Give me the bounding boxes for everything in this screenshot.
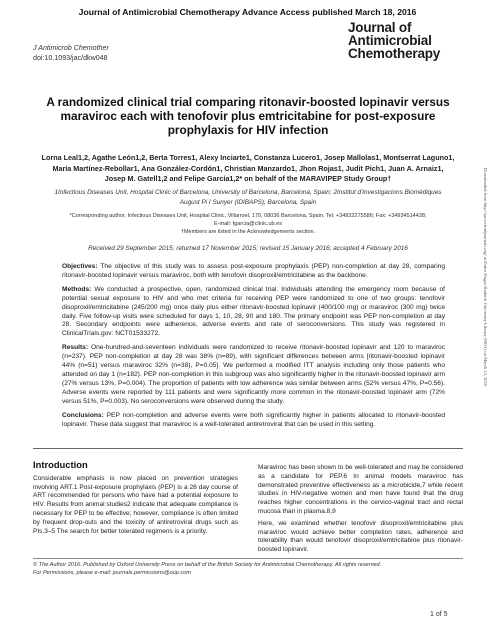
- right-paragraph-1: Maraviroc has been shown to be well-tolerated and may be considered as a candidate for PEP.6 In animal models maraviroc has demonstrated preventive effectiveness as a microbicide,7 while recent studies in HIV-negative women and men have found that the drug reaches higher concentrations in the cervico-vaginal tract and rectal mucosa than in plasma.8,9: [258, 464, 463, 515]
- correspondence-block: [28, 212, 468, 236]
- intro-paragraph-1: Considerable emphasis is now placed on prevention strategies involving ART.1 Post-exposure prophylaxis (PEP) is a 28 day course of ART recommended for persons who have had a potential exposure to HIV. Results from animal studies2 indicate that adequate compliance is necessary for PEP to be effective; however, compliance is often limited by frequent drop-outs and the toxicity of antiretroviral drugs such as PIs.3–5 The search for better tolerated regimens is a priority.: [33, 474, 238, 535]
- results-text: One-hundred-and-seventeen individuals were randomized to receive ritonavir-boosted lopinavir and 120 to maraviroc (n=237). PEP non-completion at day 28 was 38% (n=89), with significant differences between arms [ritonavir-boosted lopinavir 44% (n=51) versus maraviroc 32% (n=38), P=0.05]. We performed a modified ITT analysis including only those patients who attended on day 1 (n=182). PEP non-completion in this subgroup was also significantly higher in the ritonavir-boosted lopinavir arm (27% versus 13%, P=0.004). The proportion of patients with low adherence was similar between arms (52% versus 47%, P=0.56). Adverse events were reported by 111 patients and were significantly more common in the ritonavir-boosted lopinavir arm (72% versus 51%, P=0.003). No seroconversions were observed during the study.: [62, 344, 445, 405]
- methods-text: We conducted a prospective, open, randomized clinical trial. Individuals attending the emergency room because of potential sexual exposure to HIV and who met criteria for receiving PEP were randomized to one of two groups: tenofovir disoproxil/emtricitabine (245/200 mg) once daily plus either ritonavir-boosted lopinavir (400/100 mg) or maraviroc (300 mg) twice daily. Five follow-up visits were scheduled for days 1, 10, 28, 90 and 180. The primary endpoint was PEP non-completion at day 28. Secondary endpoints were adherence, adverse events and rate of seroconversions. This study was registered in ClinicalTrials.gov: NCT01533272.: [62, 285, 445, 338]
- footer-divider: [33, 558, 463, 559]
- article-title: A randomized clinical trial comparing ritonavir-boosted lopinavir versus maraviroc each with tenofovir plus emtricitabine for post-exposure prophylaxis for HIV infection: [46, 95, 450, 137]
- abstract: [62, 263, 445, 434]
- authors-line-1: Lorna Leal1,2, Agathe León1,2, Berta Torres1, Alexy Inciarte1, Constanza Lucero1, Josep Mallolas1, Montserrat Laguno1,: [41, 153, 455, 162]
- journal-reference: [33, 43, 109, 63]
- download-watermark: [478, 168, 490, 418]
- body-right-column: [258, 464, 463, 558]
- authors-line-3: Josep M. Gatell1,2 and Felipe García1,2* on behalf of the MARAVIPEP Study Group†: [104, 174, 392, 183]
- author-list: [28, 153, 468, 185]
- page-number: 1 of 5: [430, 611, 448, 618]
- right-paragraph-2: Here, we examined whether tenofovir disoproxil/emtricitabine plus maraviroc would achieve better completion rates, adherence and tolerability than would tenofovir disoproxil/emtricitabine plus ritonavir-boosted lopinavir.: [258, 519, 463, 554]
- affiliations: [28, 188, 468, 207]
- advance-access-banner: Journal of Antimicrobial Chemotherapy Advance Access published March 18, 2016: [78, 7, 417, 17]
- copyright-footer: [33, 561, 463, 577]
- download-watermark-text: Downloaded from http://jac.oxfordjournals.org/ at Dulce Dugas Hadnoft University Library (0031) on March 23, 2016: [483, 168, 488, 387]
- results-label: Results:: [62, 344, 89, 352]
- logo-line-1: Journal of: [348, 20, 412, 35]
- abstract-methods: [62, 286, 445, 339]
- journal-logo: [348, 21, 440, 60]
- logo-line-3: Chemotherapy: [348, 46, 441, 61]
- correspondence-email[interactable]: E-mail: fgarcia@clinic.ub.es: [214, 221, 282, 227]
- authors-line-2: María Martínez-Rebollar1, Ana González-Cordón1, Christian Manzardo1, Jhon Rojas1, Judit Pich1, Juan A. Arnaiz1,: [52, 163, 444, 173]
- objectives-label: Objectives:: [62, 263, 98, 270]
- permissions-text: For Permissions, please e-mail: journals.permissions@oup.com: [33, 570, 192, 576]
- abstract-results: [62, 344, 445, 406]
- logo-line-2: Antimicrobial: [348, 33, 432, 48]
- conclusions-text: PEP non-completion and adverse events were both significantly higher in patients allocated to ritonavir-boosted lopinavir. These data suggest that maraviroc is a well-tolerated antiretroviral that can be used in this setting.: [62, 411, 445, 428]
- abstract-divider: [33, 448, 463, 449]
- members-note: †Members are listed in the Acknowledgements section.: [180, 229, 316, 235]
- doi-text: doi:10.1093/jac/dkw048: [33, 54, 108, 62]
- abstract-conclusions: [62, 412, 445, 430]
- methods-label: Methods:: [62, 285, 92, 293]
- conclusions-label: Conclusions:: [62, 411, 104, 419]
- body-left-column: [33, 461, 238, 539]
- journal-short-name: J Antimicrob Chemother: [33, 44, 109, 52]
- submission-dates: Received 29 September 2015; returned 17 November 2015; revised 15 January 2016; accepted 4 February 2016: [88, 245, 408, 252]
- introduction-heading: Introduction: [33, 459, 88, 470]
- affiliation-line-1: 1Infectious Diseases Unit, Hospital Clinic of Barcelona, University of Barcelona, Barcelona, Spain; 2Institut d'Investigacions Biomèdiques: [54, 189, 442, 196]
- correspondence-address: *Corresponding author. Infectious Diseases Unit, Hospital Clinic, Villarroel, 170, 08036 Barcelona, Spain. Tel: +34932275586; Fax: +34934514438;: [69, 213, 427, 219]
- affiliation-line-2: August Pi I Sunyer (IDIBAPS), Barcelona, Spain: [179, 198, 317, 206]
- objectives-text: The objective of this study was to assess post-exposure prophylaxis (PEP) non-completion at day 28, comparing ritonavir-boosted lopinavir versus maraviroc, both with tenofovir disoproxil/emtricitabine as the backbone.: [62, 263, 445, 279]
- copyright-text: © The Author 2016. Published by Oxford University Press on behalf of the British Society for Antimicrobial Chemotherapy. All rights reserved.: [33, 562, 382, 568]
- abstract-objectives: [62, 263, 445, 281]
